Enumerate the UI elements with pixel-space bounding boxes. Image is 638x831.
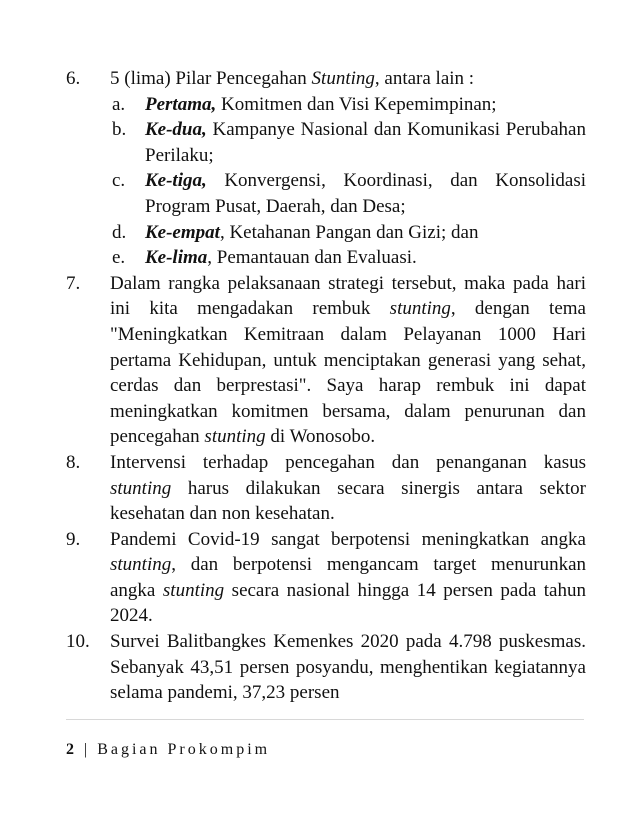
sub-item-letter: b. [112,119,127,141]
item-number: 9. [66,528,81,550]
list-item-10 [66,629,586,706]
sub-item-letter: c. [112,170,126,192]
page-number: 2 [66,741,77,758]
sub-item-c [112,168,586,219]
italic-term: stunting [162,579,225,601]
sub-item-text: Kampanye Nasional dan Komunikasi Perubahan Perilaku; [145,119,586,166]
sub-item-heading: Ke-dua, [145,119,207,141]
sub-item-text: , Ketahanan Pangan dan Gizi; dan [219,221,479,243]
item-text [110,66,586,92]
sub-item-a [112,92,586,118]
italic-term: stunting [204,426,266,448]
text-run: Intervensi terhadap pencegahan dan penanganan kasus [110,451,586,473]
list-item-9 [66,527,586,629]
italic-term: stunting [110,477,172,499]
text-run: secara nasional hingga 14 persen pada tahun 2024. [110,579,586,627]
sub-item-e [112,245,586,271]
sub-item-heading: Ke-lima [145,247,208,269]
footer-divider [66,719,584,720]
text-run: Pandemi Covid-19 sangat berpotensi meningkatkan angka [110,528,586,550]
list-item-6 [66,66,586,271]
sub-item-letter: d. [112,221,127,243]
sub-item-letter: e. [112,247,126,269]
sub-item-heading: Ke-empat [145,221,220,243]
sub-item-heading: Pertama, [145,93,217,115]
list-item-8 [66,450,586,527]
text-run: 5 (lima) Pilar Pencegahan [110,68,312,89]
text-run: , antara lain : [374,68,475,89]
item-text [110,527,586,629]
list-item-7 [66,271,586,450]
item-text [110,271,586,450]
sub-item-letter: a. [112,93,126,115]
italic-term: stunting [389,298,451,320]
sub-item-heading: Ke-tiga, [145,170,207,192]
item-text: Survei Balitbangkes Kemenkes 2020 pada 4.798 puskesmas. Sebanyak 43,51 persen posyandu, menghentikan kegiatannya selama pandemi, 37,23 persen [110,631,586,704]
sub-list [112,92,586,271]
sub-item-text: Komitmen dan Visi Kepemimpinan; [216,93,497,115]
footer-separator: | [77,741,98,758]
text-run: , dan berpotensi mengancam target menurunkan angka [110,554,586,601]
sub-item-text: , Pemantauan dan Evaluasi. [207,247,417,269]
text-run: , dengan tema "Meningkatkan Kemitraan dalam Pelayanan 1000 Hari pertama Kehidupan, untuk menciptakan generasi yang sehat, cerdas dan berprestasi". Saya harap rembuk ini dapat meningkatkan komitmen bersama, dalam penurunan dan pencegahan [110,298,586,448]
italic-term: Stunting [311,68,375,89]
item-number: 7. [66,272,81,294]
sub-item-text: Konvergensi, Koordinasi, dan Konsolidasi Program Pusat, Daerah, dan Desa; [145,170,586,217]
item-number: 10. [66,631,90,653]
footer-section: Bagian Prokompim [97,741,271,758]
item-number: 6. [66,68,81,89]
item-number: 8. [66,451,81,473]
text-run: harus dilakukan secara sinergis antara sektor kesehatan dan non kesehatan. [110,477,586,525]
numbered-list [66,66,586,706]
item-text [110,450,586,527]
text-run: Dalam rangka pelaksanaan strategi tersebut, maka pada hari ini kita mengadakan rembuk [110,272,586,320]
sub-item-d [112,220,586,246]
sub-item-b [112,117,586,168]
text-run: di Wonosobo. [265,426,376,448]
page-footer [66,741,270,759]
italic-term: stunting [110,554,172,576]
